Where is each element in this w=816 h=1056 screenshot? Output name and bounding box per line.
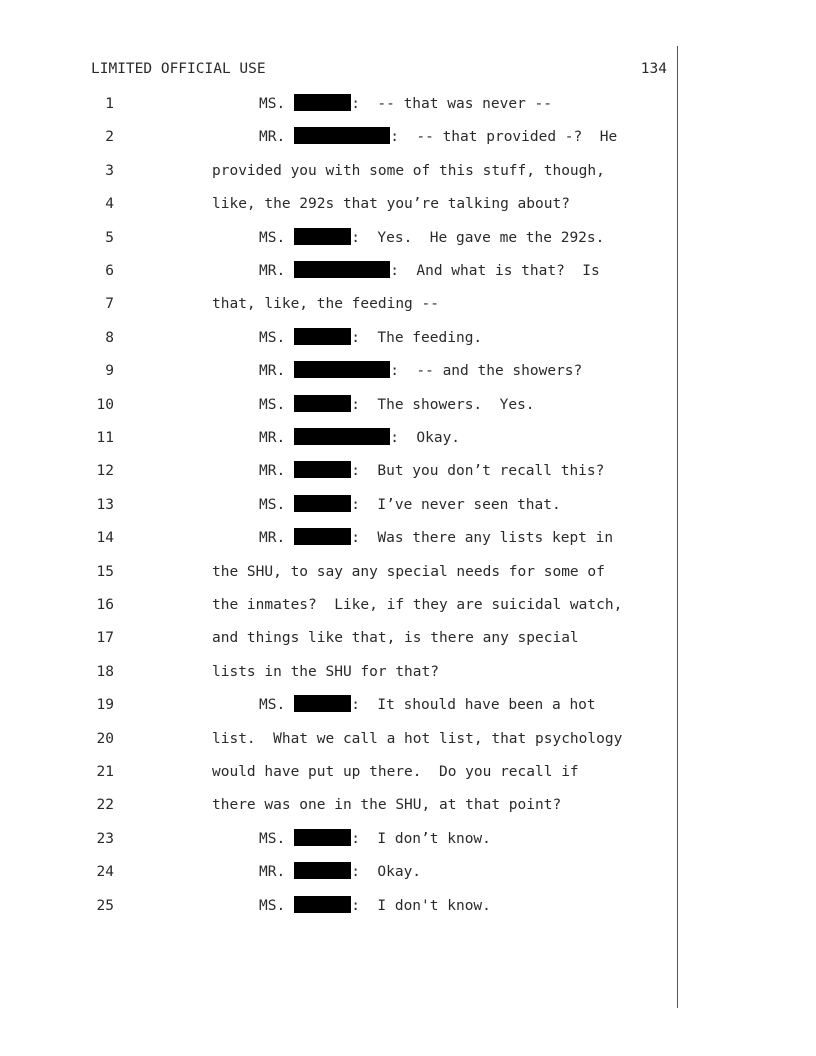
speaker-line [259,93,552,115]
speaker-title: MR. [259,530,286,547]
line-text: : The showers. Yes. [351,396,535,413]
speaker-title: MS. [259,229,286,246]
speaker-title: MS. [259,396,286,413]
speaker-line [259,460,604,482]
line-text: : It should have been a hot [351,697,596,714]
line-text: : Yes. He gave me the 292s. [351,229,605,246]
speaker-title: MS. [259,329,286,346]
line-number: 19 [96,697,114,714]
speaker-title: MS. [259,96,286,112]
transcript-line [0,761,676,783]
transcript-line [0,394,676,416]
line-number: 14 [96,530,114,547]
speaker-title: MR. [259,129,286,146]
classification-label: LIMITED OFFICIAL USE [91,61,266,77]
continuation-line: the inmates? Like, if they are suicidal watch, [212,597,623,613]
speaker-line [259,828,491,850]
transcript-line [0,327,676,349]
redaction-block [294,528,351,545]
continuation-line: that, like, the feeding -- [212,296,439,313]
line-text: : But you don’t recall this? [351,463,605,480]
line-number: 16 [96,597,114,613]
speaker-line [259,260,600,282]
transcript-line [0,227,676,249]
redaction-block [294,829,351,846]
transcript-line [0,561,676,583]
line-number: 7 [105,296,114,313]
transcript-line [0,794,676,816]
transcript-line [0,861,676,883]
transcript-line [0,260,676,282]
continuation-line: list. What we call a hot list, that psychology [212,730,623,747]
line-text: : Was there any lists kept in [351,530,614,547]
transcript-line [0,895,676,917]
line-text: : The feeding. [351,329,483,346]
redaction-block [294,395,351,412]
line-number: 23 [96,830,114,847]
speaker-line [259,427,460,449]
redaction-block [294,261,390,278]
right-margin-rule [677,46,678,1008]
line-number: 22 [96,797,114,814]
speaker-title: MR. [259,363,286,380]
line-number: 5 [105,229,114,246]
redaction-block [294,862,351,879]
speaker-title: MS. [259,697,286,714]
speaker-line [259,227,604,249]
line-number: 24 [96,864,114,881]
speaker-title: MR. [259,864,286,881]
redaction-block [294,361,390,378]
continuation-line: and things like that, is there any special [212,630,579,647]
speaker-title: MS. [259,830,286,847]
continuation-line: provided you with some of this stuff, though, [212,162,605,179]
redaction-block [294,328,351,345]
continuation-line: like, the 292s that you’re talking about? [212,196,570,213]
speaker-title: MS. [259,496,286,513]
line-text: : -- that was never -- [351,96,552,112]
line-text: : Okay. [351,864,422,881]
line-number: 13 [96,496,114,513]
speaker-line [259,895,491,917]
line-number: 8 [105,329,114,346]
transcript-line [0,527,676,549]
page-header [91,61,667,81]
transcript-line [0,360,676,382]
redaction-block [294,695,351,712]
continuation-line: would have put up there. Do you recall if [212,764,579,780]
speaker-line [259,394,535,416]
transcript-line [0,193,676,215]
speaker-line [259,861,421,883]
speaker-line [259,494,561,516]
line-number: 4 [105,196,114,213]
transcript-line [0,460,676,482]
redaction-block [294,94,351,111]
speaker-title: MR. [259,263,286,279]
line-number: 10 [96,396,114,413]
redaction-block [294,127,390,144]
line-number: 21 [96,764,114,780]
speaker-line [259,527,613,549]
transcript-line [0,594,676,616]
continuation-line: there was one in the SHU, at that point? [212,797,562,814]
transcript-line [0,427,676,449]
transcript-line [0,627,676,649]
line-number: 18 [96,663,114,680]
line-number: 20 [96,730,114,747]
line-number: 1 [105,96,114,112]
line-text: : I’ve never seen that. [351,496,561,513]
line-text: : -- and the showers? [390,363,583,380]
transcript-line [0,93,676,115]
redaction-block [294,896,351,913]
speaker-line [259,694,596,716]
redaction-block [294,228,351,245]
line-text: : -- that provided -? He [390,129,618,146]
transcript-line [0,494,676,516]
speaker-line [259,327,482,349]
line-number: 25 [96,897,114,914]
line-text: : And what is that? Is [390,263,600,279]
speaker-line [259,360,582,382]
redaction-block [294,495,351,512]
speaker-line [259,126,617,148]
line-number: 3 [105,162,114,179]
speaker-title: MR. [259,430,286,446]
line-number: 12 [96,463,114,480]
redaction-block [294,428,390,445]
transcript-line [0,694,676,716]
line-number: 15 [96,563,114,580]
transcript-line [0,728,676,750]
line-number: 11 [96,430,114,446]
transcript-line [0,661,676,683]
continuation-line: lists in the SHU for that? [212,663,439,680]
page-number: 134 [640,61,667,77]
speaker-title: MR. [259,463,286,480]
line-number: 9 [105,363,114,380]
transcript-line [0,160,676,182]
transcript-line [0,293,676,315]
line-text: : Okay. [390,430,461,446]
line-number: 17 [96,630,114,647]
line-number: 6 [105,263,114,279]
line-number: 2 [105,129,114,146]
redaction-block [294,461,351,478]
transcript-line [0,828,676,850]
transcript-line [0,126,676,148]
continuation-line: the SHU, to say any special needs for some of [212,563,605,580]
line-text: : I don’t know. [351,830,491,847]
speaker-title: MS. [259,897,286,914]
line-text: : I don't know. [351,897,491,914]
